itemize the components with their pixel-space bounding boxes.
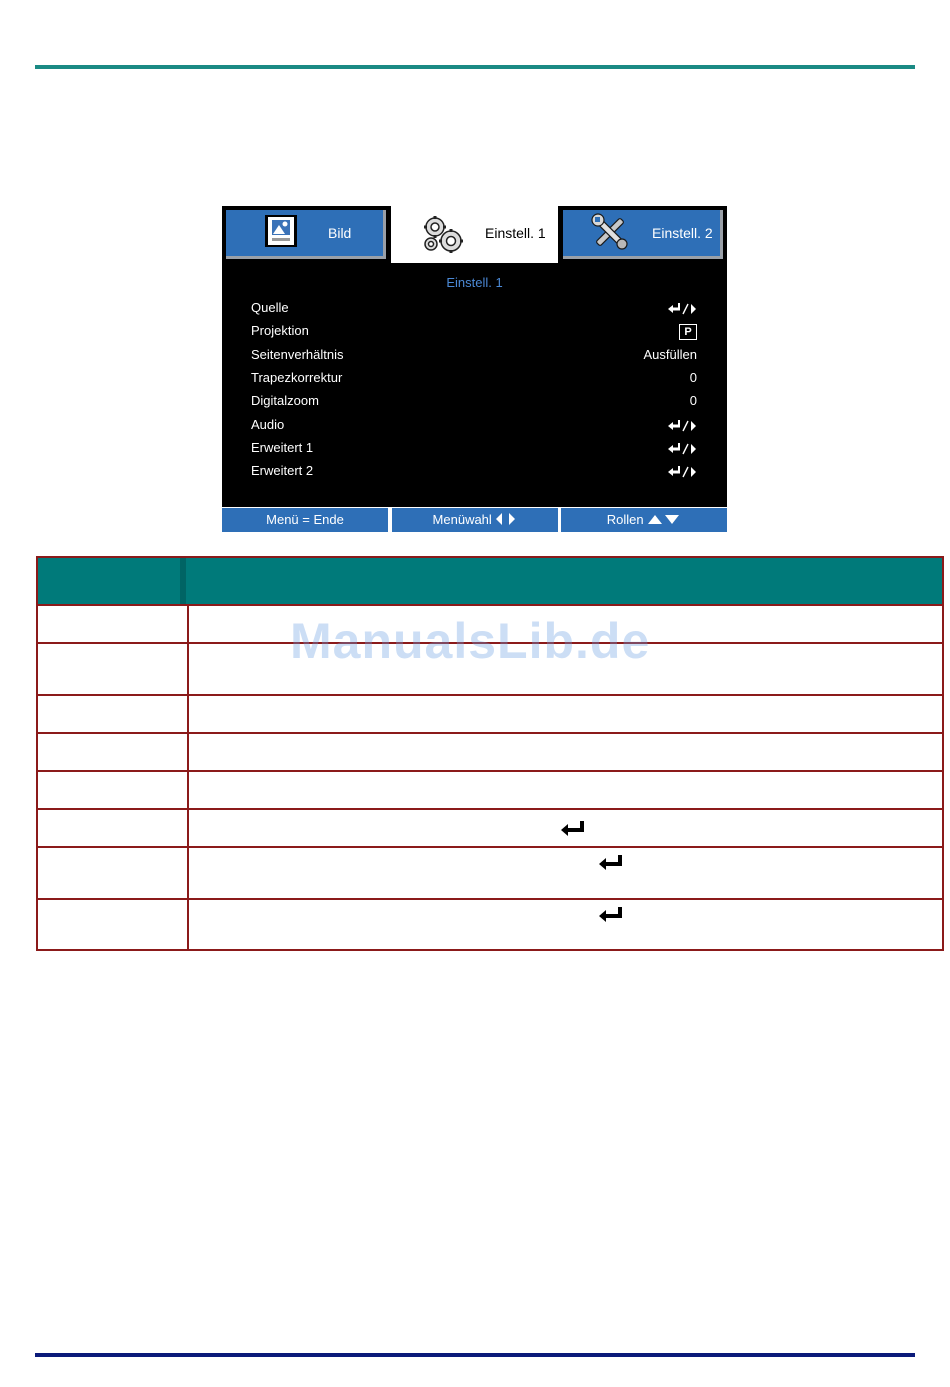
bottom-rule [35, 1353, 915, 1357]
table-row [36, 848, 944, 900]
menu-item-value: Ausfüllen [643, 347, 697, 362]
menu-exit-label: Menü = Ende [266, 512, 344, 527]
menu-item-label: Quelle [251, 300, 289, 315]
enter-right-icon [667, 302, 697, 320]
tab-einstell-2[interactable] [559, 206, 727, 263]
table-row [36, 810, 944, 848]
tab-einstell-1-label: Einstell. 1 [485, 225, 546, 241]
panel-title: Einstell. 1 [446, 275, 503, 290]
enter-icon [598, 906, 624, 927]
menu-item-value: 0 [689, 370, 697, 385]
menu-select-hint[interactable] [392, 508, 558, 532]
enter-right-icon [667, 442, 697, 460]
menu-item-seitenverhaeltnis[interactable] [251, 347, 697, 367]
tab-bild-face [226, 210, 386, 259]
table-row [36, 734, 944, 772]
menu-item-label: Erweitert 1 [251, 440, 314, 455]
table-row [36, 696, 944, 734]
menu-item-label: Erweitert 2 [251, 463, 314, 478]
menu-item-digitalzoom[interactable] [251, 393, 697, 413]
menu-exit-hint[interactable] [222, 508, 388, 532]
column-divider [187, 810, 189, 846]
osd-footer [222, 507, 727, 532]
menu-scroll-label: Rollen [606, 512, 644, 527]
enter-right-icon [667, 465, 697, 483]
menu-item-audio[interactable] [251, 417, 697, 437]
menu-item-label: Audio [251, 417, 285, 432]
osd-panel [222, 263, 727, 507]
table-header [36, 556, 944, 606]
menu-item-trapezkorrektur[interactable] [251, 370, 697, 390]
menu-item-label: Digitalzoom [251, 393, 319, 408]
picture-icon [264, 214, 298, 253]
projection-p-icon: P [679, 324, 697, 340]
menu-item-erweitert-1[interactable] [251, 440, 697, 460]
left-right-arrows-icon [495, 512, 517, 527]
tab-einstell-2-label: Einstell. 2 [652, 225, 713, 241]
tools-icon [591, 213, 629, 256]
column-divider [187, 772, 189, 808]
up-down-arrows-icon [647, 512, 681, 527]
menu-scroll-hint[interactable] [561, 508, 727, 532]
menu-item-erweitert-2[interactable] [251, 463, 697, 483]
table-row [36, 772, 944, 810]
menu-item-label: Seitenverhältnis [251, 347, 344, 362]
menu-item-label: Projektion [251, 323, 309, 338]
enter-right-icon [667, 419, 697, 437]
tab-bild[interactable] [222, 206, 390, 263]
tab-einstell-2-face [563, 210, 723, 259]
menu-item-value: 0 [689, 393, 697, 408]
column-divider [187, 644, 189, 694]
tab-einstell-1[interactable] [391, 206, 558, 263]
column-divider [187, 606, 189, 642]
table-header-divider [180, 558, 186, 604]
menu-item-projektion[interactable] [251, 323, 697, 343]
column-divider [187, 734, 189, 770]
column-divider [187, 848, 189, 898]
top-rule [35, 65, 915, 69]
osd-menu [222, 206, 727, 532]
tab-bild-label: Bild [328, 225, 352, 241]
column-divider [187, 900, 189, 949]
enter-icon [560, 820, 586, 841]
watermark: ManualsLib.de [290, 613, 651, 669]
column-divider [187, 696, 189, 732]
menu-item-quelle[interactable] [251, 300, 697, 320]
gears-icon [421, 215, 465, 258]
table-row [36, 900, 944, 951]
enter-icon [598, 854, 624, 875]
osd-tab-bar [222, 206, 727, 263]
menu-item-label: Trapezkorrektur [251, 370, 343, 385]
menu-select-label: Menüwahl [432, 512, 492, 527]
